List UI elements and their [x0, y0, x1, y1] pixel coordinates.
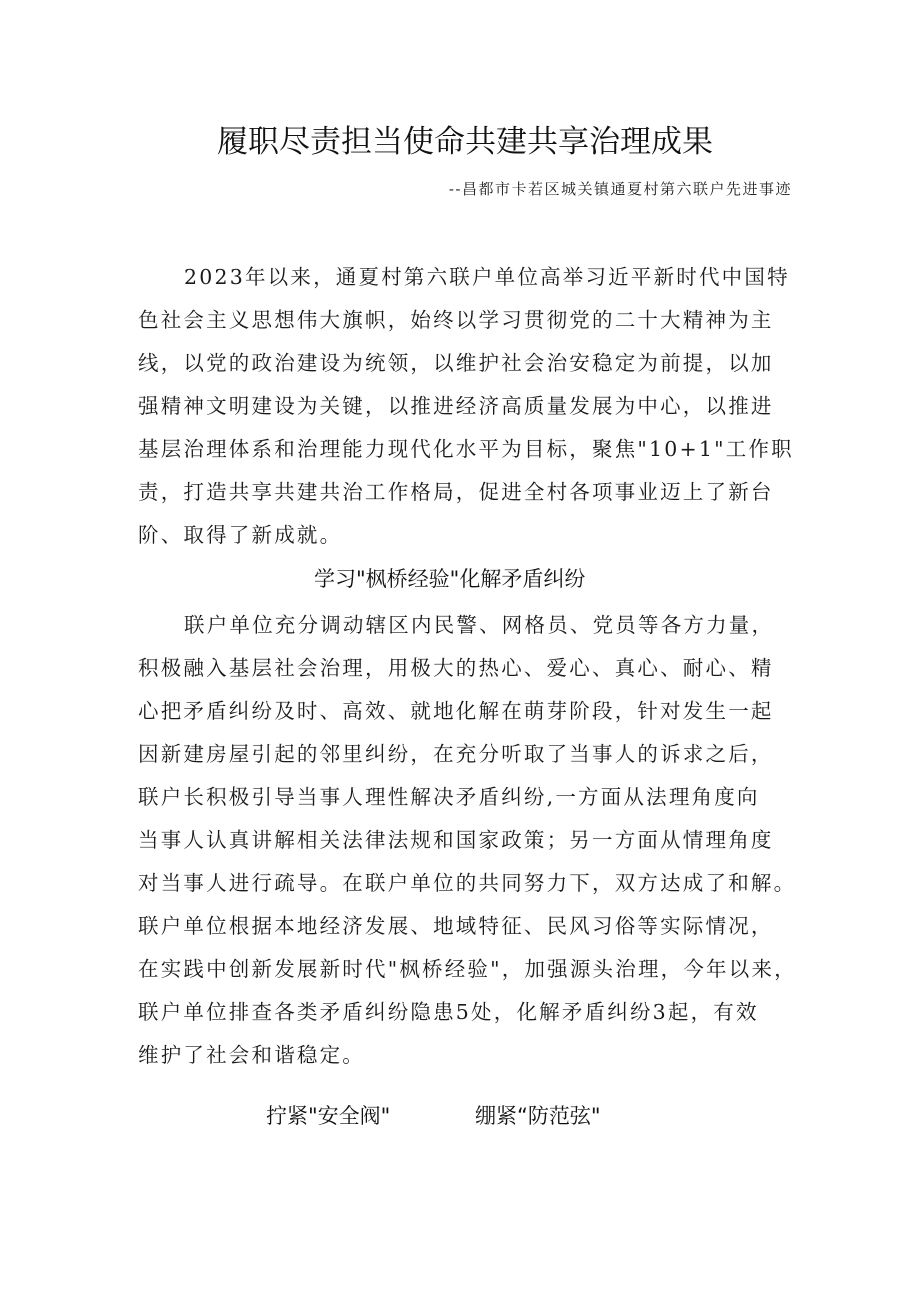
- paragraph-2-line-1: 联户单位充分调动辖区内民警、网格员、党员等各方力量，: [184, 613, 775, 637]
- paragraph-1-line-3: 线，以党的政治建设为统领，以维护社会治安稳定为前提，以加: [138, 351, 774, 375]
- paragraph-2-line-10: 联户单位排查各类矛盾纠纷隐患5处，化解矛盾纠纷3起，有效: [138, 1000, 759, 1024]
- paragraph-2-line-9: 在实践中创新发展新时代"枫桥经验"，加强源头治理，今年以来，: [138, 957, 797, 981]
- paragraph-2-line-5: 联户长积极引导当事人理性解决矛盾纠纷,一方面从法理角度向: [138, 785, 760, 809]
- section-heading-1: 学习"枫桥经验"化解矛盾纠纷: [314, 567, 586, 591]
- paragraph-2-line-3: 心把矛盾纠纷及时、高效、就地化解在萌芽阶段，针对发生一起: [138, 699, 774, 723]
- paragraph-1-line-7: 阶、取得了新成就。: [138, 523, 343, 547]
- document-subtitle: --昌都市卡若区城关镇通夏村第六联户先进事迹: [448, 180, 792, 198]
- document-title: 履职尽责担当使命共建共享治理成果: [217, 124, 713, 160]
- paragraph-1-line-2: 色社会主义思想伟大旗帜，始终以学习贯彻党的二十大精神为主: [138, 308, 774, 332]
- section-heading-2-right: 绷紧“防范弦": [475, 1104, 601, 1128]
- paragraph-2-line-4: 因新建房屋引起的邻里纠纷，在充分听取了当事人的诉求之后，: [138, 742, 774, 766]
- paragraph-2-line-6: 当事人认真讲解相关法律法规和国家政策；另一方面从情理角度: [138, 828, 774, 852]
- paragraph-1-line-1: 2023年以来，通夏村第六联户单位高举习近平新时代中国特: [184, 265, 790, 289]
- paragraph-1-line-6: 责，打造共享共建共治工作格局，促进全村各项事业迈上了新台: [138, 480, 774, 504]
- paragraph-2-line-8: 联户单位根据本地经济发展、地域特征、民风习俗等实际情况，: [138, 914, 774, 938]
- paragraph-2-line-2: 积极融入基层社会治理，用极大的热心、爱心、真心、耐心、精: [138, 656, 774, 680]
- paragraph-1-line-5: 基层治理体系和治理能力现代化水平为目标，聚焦"10+1"工作职: [138, 437, 794, 461]
- paragraph-2-line-7: 对当事人进行疏导。在联户单位的共同努力下，双方达成了和解。: [138, 871, 797, 895]
- section-heading-2-left: 拧紧"安全阀": [266, 1104, 391, 1128]
- paragraph-1-line-4: 强精神文明建设为关键，以推进经济高质量发展为中心，以推进: [138, 394, 774, 418]
- paragraph-2-line-11: 维护了社会和谐稳定。: [138, 1043, 365, 1067]
